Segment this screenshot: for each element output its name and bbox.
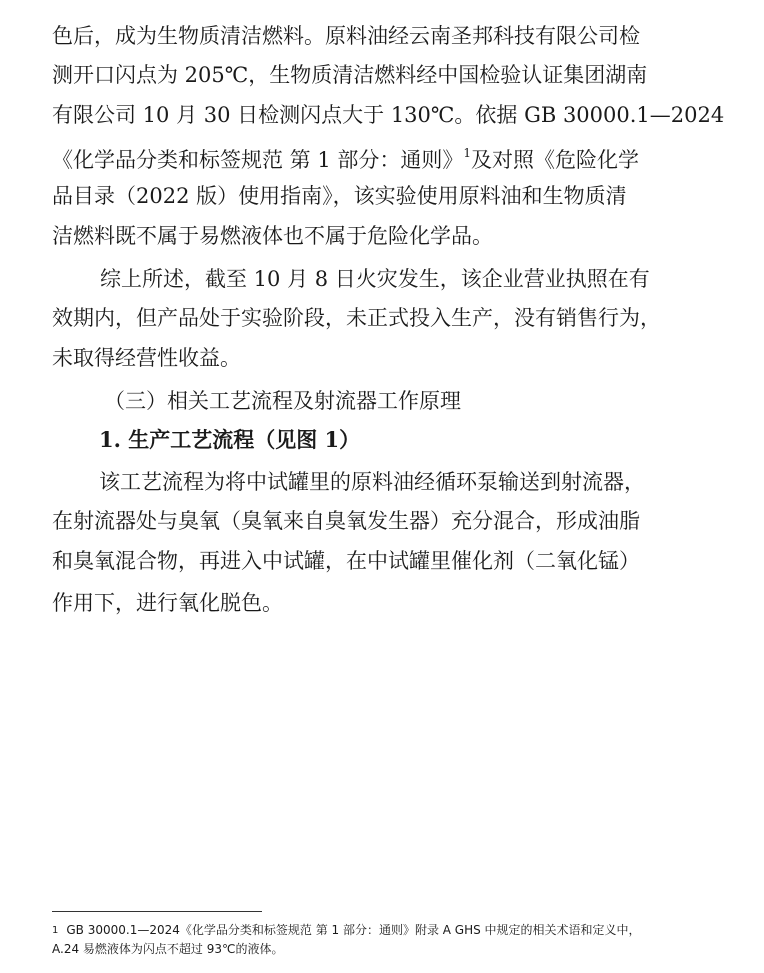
footnote-reference: 1: [463, 146, 472, 160]
footnote-separator: [52, 911, 262, 912]
body-text-line: 色后，成为生物质清洁燃料。原料油经云南圣邦科技有限公司检: [52, 24, 640, 48]
subsection-heading: 1. 生产工艺流程（见图 1）: [99, 427, 361, 452]
body-text-continuation: 及对照《危险化学: [471, 148, 640, 172]
body-text-line: 有限公司 10 月 30 日检测闪点大于 130℃。依据 GB 30000.1—2024: [52, 103, 725, 127]
section-heading: （三）相关工艺流程及射流器工作原理: [104, 389, 461, 413]
footnote-text: [52, 922, 641, 940]
body-text-line: 测开口闪点为 205℃，生物质清洁燃料经中国检验认证集团湖南: [52, 63, 648, 87]
body-text-line: 该工艺流程为将中试罐里的原料油经循环泵输送到射流器，: [99, 470, 645, 494]
body-text-line: 洁燃料既不属于易燃液体也不属于危险化学品。: [52, 224, 493, 248]
body-text-line: 和臭氧混合物，再进入中试罐，在中试罐里催化剂（二氧化锰）: [52, 549, 640, 573]
body-text-line: 在射流器处与臭氧（臭氧来自臭氧发生器）充分混合，形成油脂: [52, 509, 640, 533]
body-text-line: [52, 140, 639, 175]
footnote-line-2: A.24 易燃液体为闪点不超过 93℃的液体。: [52, 942, 284, 956]
body-text-line: 品目录（2022 版）使用指南》，该实验使用原料油和生物质清: [52, 184, 627, 208]
footnote-marker: 1: [52, 925, 59, 936]
standard-title-text: 《化学品分类和标签规范 第 1 部分：通则》: [52, 148, 464, 172]
body-text-line: 综上所述，截至 10 月 8 日火灾发生，该企业营业执照在有: [100, 267, 650, 291]
body-text-line: 未取得经营性收益。: [52, 346, 241, 370]
footnote-line-1: GB 30000.1—2024《化学品分类和标签规范 第 1 部分：通则》附录 A GHS 中规定的相关术语和定义中，: [66, 923, 641, 937]
body-text-line: 作用下，进行氧化脱色。: [52, 591, 283, 615]
body-text-line: 效期内，但产品处于实验阶段，未正式投入生产，没有销售行为，: [52, 306, 661, 330]
